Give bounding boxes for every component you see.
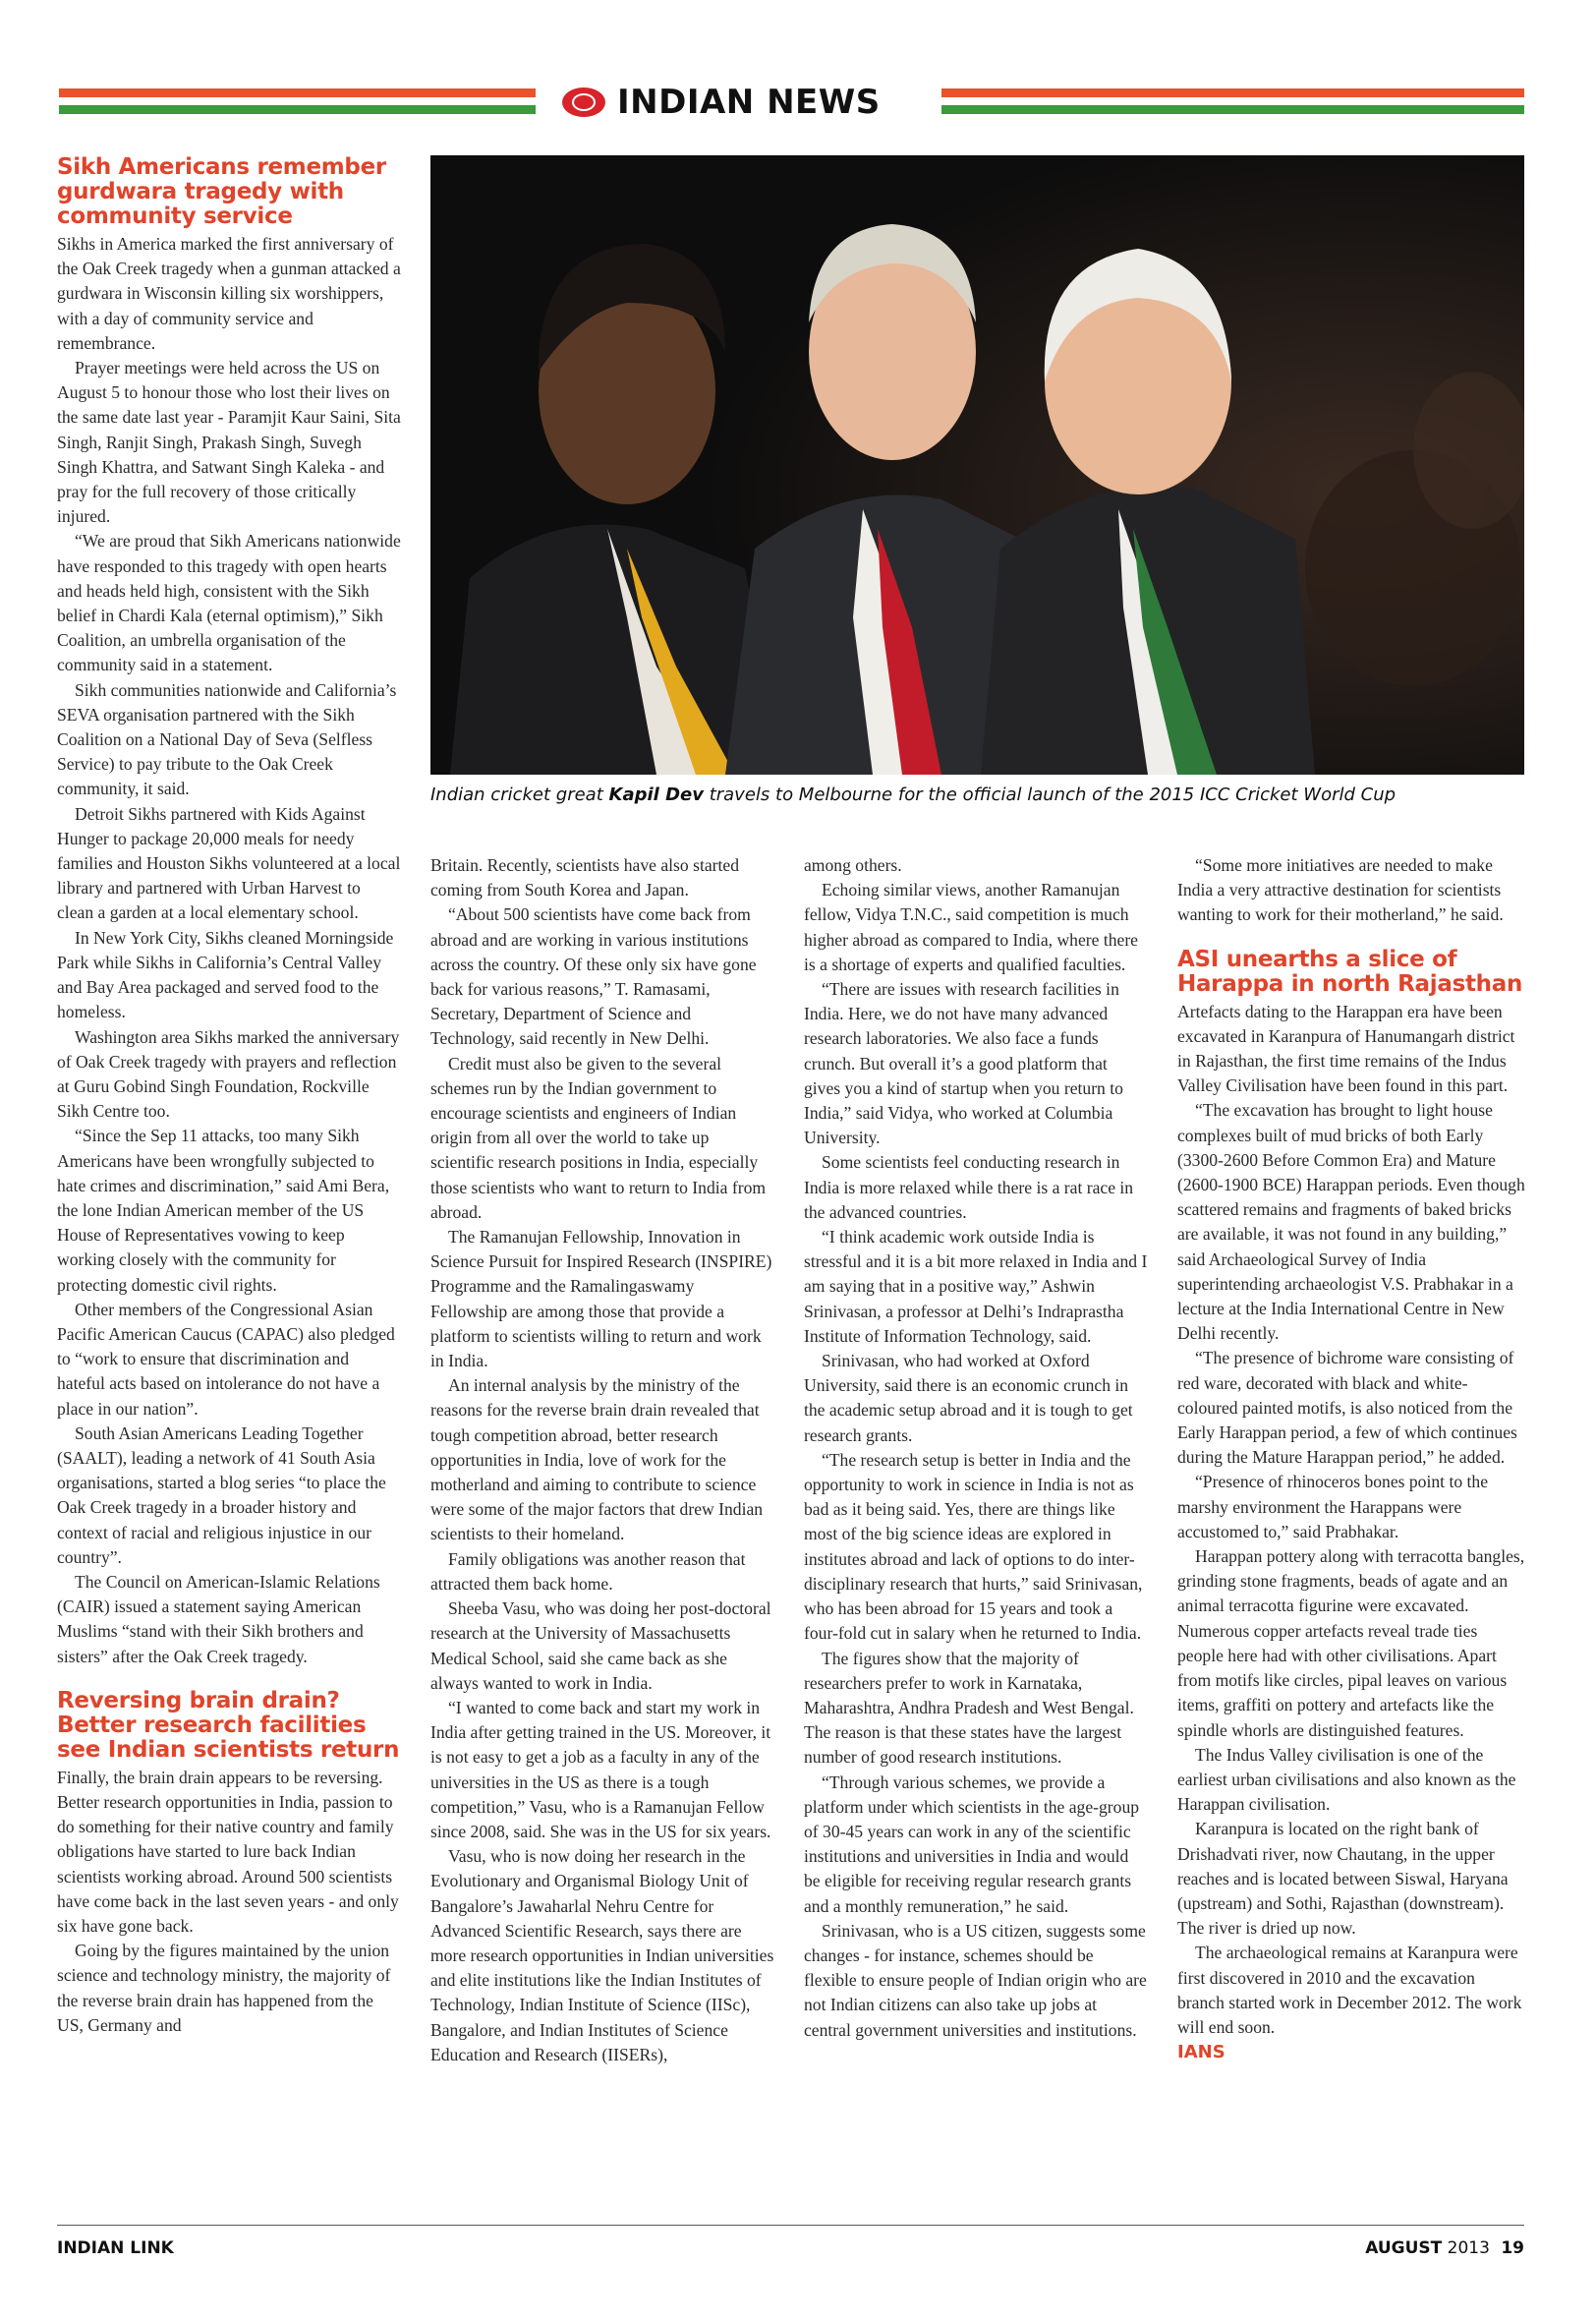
paragraph: Credit must also be given to the several schemes run by the Indian government to encourage scientists and engineers of Indian origin from all over the world to take up scientific research positions in India, especially those scientists who want to return to India from abroad. xyxy=(430,1053,767,1222)
footer-issue xyxy=(1365,2238,1524,2258)
paragraph: The archaeological remains at Karanpura were first discovered in 2010 and the excavation branch started work in December 2012. The work will end soon. xyxy=(1177,1943,1522,2037)
paragraph: Srinivasan, who had worked at Oxford University, said there is an economic crunch in the academic setup abroad and it is tough to get research grants. xyxy=(804,1351,1133,1445)
paragraph: “The research setup is better in India and the opportunity to work in science in India is not as bad as it being said. Yes, there are things like most of the big science ideas are explored in institutes abroad and lack of options to do inter-disciplinary research that hurts,” said Srinivasan, who has been abroad for 15 years and took a four-fold cut in salary when he returned to India. xyxy=(804,1449,1143,1644)
paragraph: Sikhs in America marked the first anniversary of the Oak Creek tragedy when a gunman attacked a gurdwara in Wisconsin killing six worshippers, with a day of community service and remembrance. xyxy=(57,234,401,353)
page-number: 19 xyxy=(1501,2238,1524,2258)
column-3 xyxy=(804,853,1148,2043)
paragraph: “Since the Sep 11 attacks, too many Sikh Americans have been wrongfully subjected to hate crimes and discrimination,” said Ami Bera, the lone Indian American member of the US House of Representatives vowing to keep working closely with the community for protecting domestic civil rights. xyxy=(57,1126,390,1295)
paragraph: Karanpura is located on the right bank of Drishadvati river, now Chautang, in the upper reaches and is located between Siswal, Haryana (upstream) and Sothi, Rajasthan (downstream). The river is dried up now. xyxy=(1177,1819,1509,1939)
caption-text-end: travels to Melbourne for the official launch of the 2015 ICC Cricket World Cup xyxy=(703,784,1396,805)
chakra-logo-icon xyxy=(562,87,605,117)
paragraph: Echoing similar views, another Ramanujan fellow, Vidya T.N.C., said competition is much higher abroad as compared to India, where there is a shortage of experts and qualified faculties. xyxy=(804,880,1138,974)
paragraph: “About 500 scientists have come back from abroad and are working in various institutions across the country. Of these only six have gone back for various reasons,” T. Ramasami, Secretary, Department of Science and Technology, said recently in New Delhi. xyxy=(430,904,757,1049)
paragraph: The Ramanujan Fellowship, Innovation in Science Pursuit for Inspired Research (INSPIRE) Programme and the Ramalingaswamy Fellowship are among those that provide a platform to scientists willing to return and work in India. xyxy=(430,1227,772,1371)
paragraph: “There are issues with research facilities in India. Here, we do not have many advanced research laboratories. We also face a funds crunch. But overall it’s a good platform that gives you a kind of startup when you return to India,” said Vidya, who worked at Columbia University. xyxy=(804,979,1123,1148)
paragraph: among others. xyxy=(804,855,902,875)
footer-month: AUGUST xyxy=(1365,2238,1443,2258)
feature-photo xyxy=(430,155,1524,775)
footer-rule xyxy=(57,2225,1524,2226)
caption-text-start: Indian cricket great xyxy=(430,784,609,805)
photo-caption xyxy=(430,784,1551,805)
paragraph: “The excavation has brought to light house complexes built of mud bricks of both Early (3300-2600 Before Common Era) and Mature (2600-1900 BCE) Harappan periods. Even though scattered remains and fragments of baked bricks are available, it was not found in any building,” said Archaeological Survey of India superintending archaeologist V.S. Prabhakar in a lecture at the India International Centre in New Delhi recently. xyxy=(1177,1100,1525,1344)
paragraph: Other members of the Congressional Asian Pacific American Caucus (CAPAC) also pledged to “work to ensure that discrimination and hateful acts based on intolerance do not have a place in our nation”. xyxy=(57,1299,395,1419)
paragraph: “We are proud that Sikh Americans nationwide have responded to this tragedy with open hearts and heads held high, consistent with the Sikh belief in Chardi Kala (eternal optimism),” Sikh Coalition, an umbrella organisation of the community said in a statement. xyxy=(57,531,401,675)
paragraph: The Indus Valley civilisation is one of the earliest urban civilisations and also known as the Harappan civilisation. xyxy=(1177,1744,1516,1815)
paragraph: An internal analysis by the ministry of the reasons for the reverse brain drain revealed that tough competition abroad, better research opportunities in India, love of work for the motherland and aiming to contribute to science were some of the major factors that drew Indian scientists to their homeland. xyxy=(430,1375,764,1544)
paragraph: “I wanted to come back and start my work in India after getting trained in the US. Moreover, it is not easy to get a job as a faculty in any of the universities in the US as there is a tough competition,” Vasu, who is a Ramanujan Fellow since 2008, said. She was in the US for six years. xyxy=(430,1697,771,1841)
article-credit: IANS xyxy=(1177,2042,1226,2063)
paragraph: Washington area Sikhs marked the anniversary of Oak Creek tragedy with prayers and reflection at Guru Gobind Singh Foundation, Rockville Sikh Centre too. xyxy=(57,1026,400,1122)
photo-illustration xyxy=(430,155,1524,775)
article-3-headline: ASI unearths a slice of Harappa in north Rajasthan xyxy=(1177,946,1523,997)
paragraph: Vasu, who is now doing her research in the Evolutionary and Organismal Biology Unit of Bangalore’s Jawaharlal Nehru Centre for Advanced Scientific Research, says there are more research opportunities in Indian universities and elite institutions like the Indian Institutes of Technology, Indian Institute of Science (IISc), Bangalore, and Indian Institutes of Science Education and Research (IISERs), xyxy=(430,1846,774,2064)
article-2-headline: Reversing brain drain? Better research facilities see Indian scientists return xyxy=(57,1687,400,1763)
paragraph: The figures show that the majority of researchers prefer to work in Karnataka, Maharashtra, Andhra Pradesh and West Bengal. The reason is that these states have the largest number of good research institutions. xyxy=(804,1648,1134,1768)
paragraph: Going by the figures maintained by the union science and technology ministry, the majority of the reverse brain drain has happened from the US, Germany and xyxy=(57,1941,391,2035)
flag-stripes-right xyxy=(941,88,1524,120)
flag-stripes-left xyxy=(59,88,536,120)
paragraph: Prayer meetings were held across the US on August 5 to honour those who lost their lives on the same date last year - Paramjit Kaur Saini, Sita Singh, Ranjit Singh, Prakash Singh, Suvegh Singh Khattra, and Satwant Singh Kaleka - and pray for the full recovery of those critically injured. xyxy=(57,358,401,527)
paragraph: “Through various schemes, we provide a platform under which scientists in the age-group of 30-45 years can work in any of the scientific institutions and universities in India and would be eligible for receiving regular research grants and a monthly remuneration,” he said. xyxy=(804,1771,1140,1916)
article-1-headline: Sikh Americans remember gurdwara tragedy with community service xyxy=(57,154,386,229)
footer-year: 2013 xyxy=(1447,2238,1490,2258)
paragraph: Some scientists feel conducting research in India is more relaxed while there is a rat race in the advanced countries. xyxy=(804,1152,1134,1222)
paragraph: Britain. Recently, scientists have also started coming from South Korea and Japan. xyxy=(430,855,739,900)
paragraph: Finally, the brain drain appears to be reversing. Better research opportunities in India, passion to do something for their native country and family obligations have started to lure back Indian scientists working abroad. Around 500 scientists have come back in the last seven years - and only six have gone back. xyxy=(57,1767,399,1936)
paragraph: Sheeba Vasu, who was doing her post-doctoral research at the University of Massachusetts Medical School, said she came back as she always wanted to work in India. xyxy=(430,1598,771,1693)
paragraph: Family obligations was another reason that attracted them back home. xyxy=(430,1548,746,1594)
paragraph: Harappan pottery along with terracotta bangles, grinding stone fragments, beads of agate and an animal terracotta figurine were excavated. Numerous copper artefacts reveal trade ties people here had with other civilisations. Apart from motifs like circles, pipal leaves on various items, graffiti on pottery and artefacts like the spindle whorls are distinguished features. xyxy=(1177,1546,1525,1740)
paragraph: “Presence of rhinoceros bones point to the marshy environment the Harappans were accustomed to,” said Prabhakar. xyxy=(1177,1472,1489,1541)
section-masthead xyxy=(562,83,881,122)
paragraph: “I think academic work outside India is stressful and it is a bit more relaxed in India and I am saying that in a positive way,” Ashwin Srinivasan, a professor at Delhi’s Indraprastha Institute of Information Technology, said. xyxy=(804,1227,1148,1346)
column-2 xyxy=(430,853,774,2067)
paragraph: Detroit Sikhs partnered with Kids Against Hunger to package 20,000 meals for needy families and Houston Sikhs volunteered at a local library and partnered with Urban Harvest to clean a garden at a local elementary school. xyxy=(57,803,401,923)
column-4 xyxy=(1177,853,1526,2064)
paragraph: Srinivasan, who is a US citizen, suggests some changes - for instance, schemes should be flexible to ensure people of Indian origin who are not Indian citizens can also take up jobs at central government universities and institutions. xyxy=(804,1920,1147,2040)
column-1 xyxy=(57,155,401,2038)
paragraph: “The presence of bichrome ware consisting of red ware, decorated with black and white-coloured painted motifs, is also noticed from the Early Harappan period, a few of which continues during the Mature Harappan period,” he added. xyxy=(1177,1348,1517,1468)
paragraph: Sikh communities nationwide and California’s SEVA organisation partnered with the Sikh Coalition on a National Day of Seva (Selfless Service) to pay tribute to the Oak Creek community, it said. xyxy=(57,679,397,799)
paragraph: Artefacts dating to the Harappan era have been excavated in Karanpura of Hanumangarh district in Rajasthan, the first time remains of the Indus Valley Civilisation have been found in this part. xyxy=(1177,1001,1515,1096)
footer-publication: INDIAN LINK xyxy=(57,2238,174,2258)
section-title: INDIAN NEWS xyxy=(617,83,881,122)
caption-name: Kapil Dev xyxy=(608,784,704,805)
paragraph: The Council on American-Islamic Relations (CAIR) issued a statement saying American Muslims “stand with their Sikh brothers and sisters” after the Oak Creek tragedy. xyxy=(57,1571,380,1666)
paragraph: In New York City, Sikhs cleaned Morningside Park while Sikhs in California’s Central Valley and Bay Area packaged and served food to the homeless. xyxy=(57,927,394,1022)
paragraph: “Some more initiatives are needed to make India a very attractive destination for scientists wanting to work for their motherland,” he said. xyxy=(1177,855,1504,925)
paragraph: South Asian Americans Leading Together (SAALT), leading a network of 41 South Asia organisations, started a blog series “to place the Oak Creek tragedy in a broader history and context of racial and religious injustice in our country”. xyxy=(57,1422,386,1567)
